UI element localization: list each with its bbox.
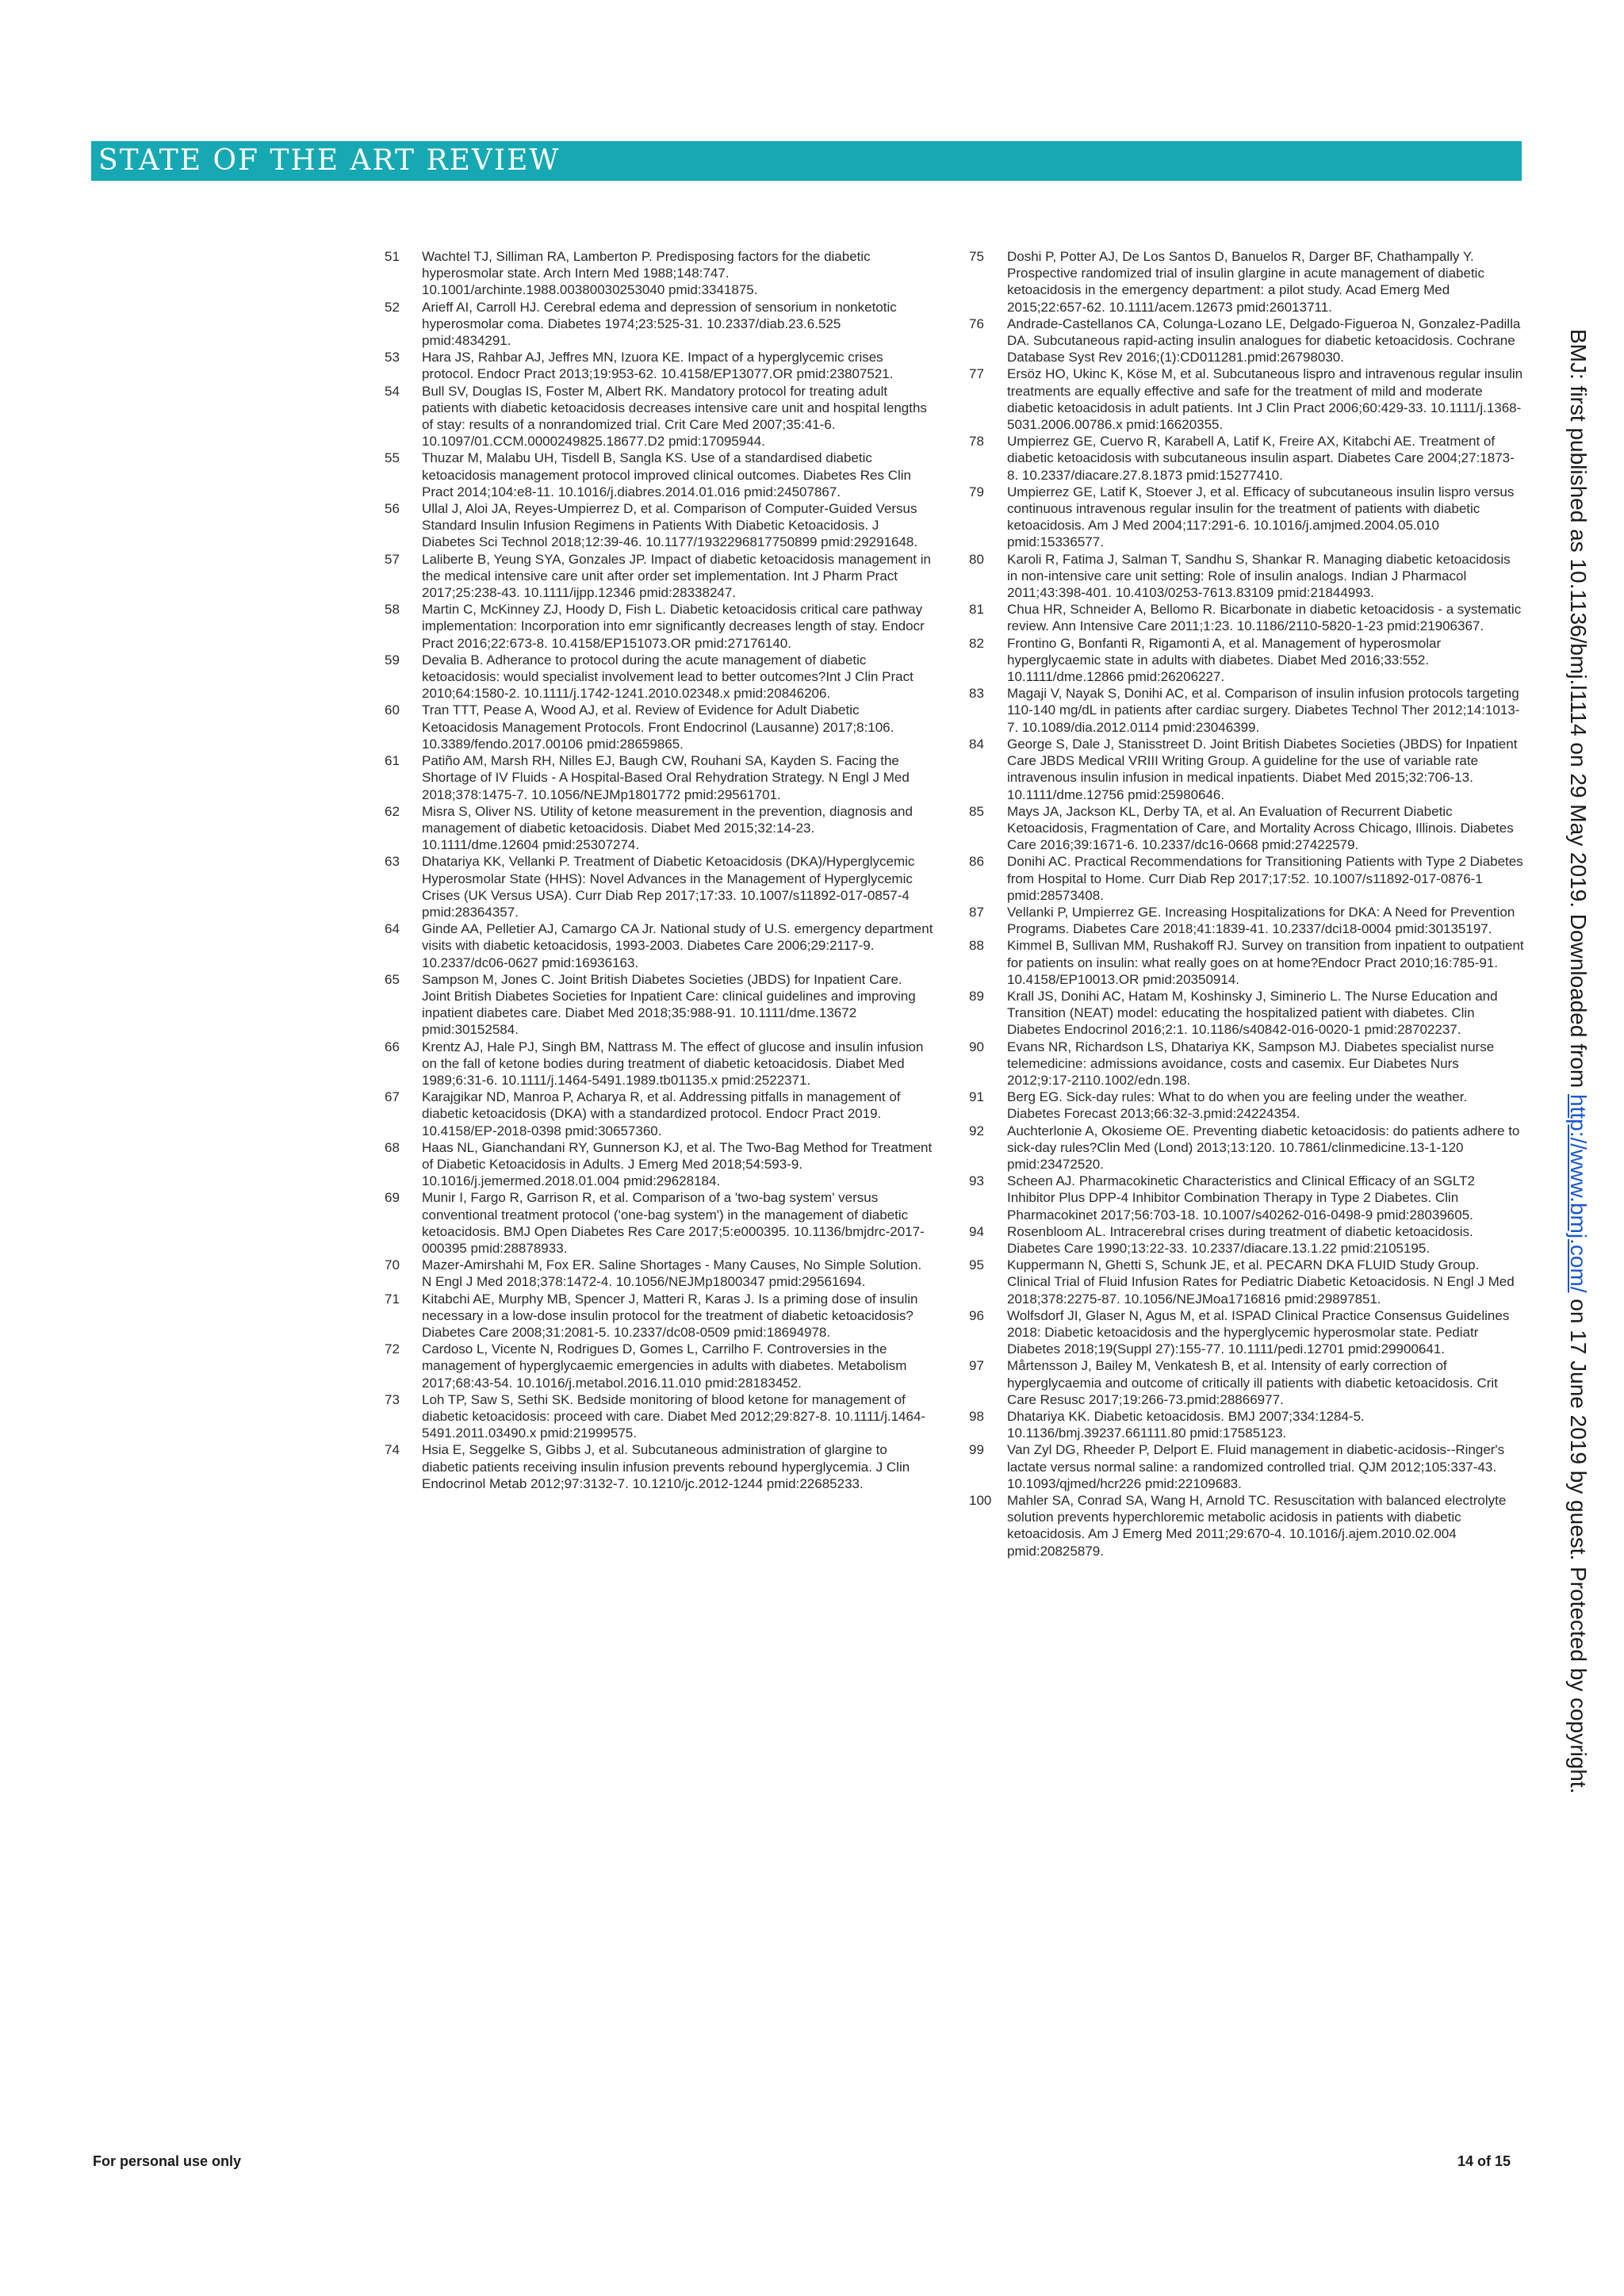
reference-item [385,1291,933,1341]
reference-item [969,484,1524,551]
reference-item [969,433,1524,484]
reference-number: 85 [969,803,984,819]
reference-number: 83 [969,686,984,702]
reference-item [969,1173,1524,1223]
bmj-website-link[interactable]: http://www.bmj.com/ [1566,1094,1591,1293]
reference-item [385,752,933,803]
reference-text: Munir I, Fargo R, Garrison R, et al. Comparison of a 'two-bag system' versus conventional treatment protocol ('one-bag system') in the management of diabetic ketoacidosis. BMJ Open Diabetes Res Care 2017;5:e000395. 10.1136/bmjdrc-2017-000395 pmid:28878933. [422,1190,925,1256]
reference-text: Patiño AM, Marsh RH, Nilles EJ, Baugh CW, Rouhani SA, Kayden S. Facing the Shortage of IV Fluids - A Hospital-Based Oral Rehydration Strategy. N Engl J Med 2018;378:1475-7. 10.1056/NEJMp1801772 pmid:29561701. [422,753,910,802]
reference-item [385,853,933,920]
reference-number: 84 [969,736,984,752]
reference-text: Ersöz HO, Ukinc K, Köse M, et al. Subcutaneous lispro and intravenous regular insulin treatments are equally effective and safe for the treatment of mild and moderate diabetic ketoacidosis in adult patients. Int J Clin Pract 2006;60:429-33. 10.1111/j.1368-5031.2006.00786.x pmid:16620355. [1007,366,1523,433]
reference-item [385,971,933,1039]
reference-text: Wolfsdorf JI, Glaser N, Agus M, et al. ISPAD Clinical Practice Consensus Guidelines 2018: Diabetic ketoacidosis and the hyperglycemic hyperosmolar state. Pediatr Diabetes 2018;19(Suppl 27):155-77. 10.1111/pedi.12701 pmid:29900641. [1007,1307,1510,1357]
reference-number: 62 [385,803,400,819]
reference-text: Rosenbloom AL. Intracerebral crises during treatment of diabetic ketoacidosis. Diabetes Care 1990;13:22-33. 10.2337/diacare.13.1.22 pmid:2105195. [1007,1223,1473,1256]
reference-number: 59 [385,652,400,668]
reference-number: 57 [385,551,400,567]
reference-item [969,1307,1524,1358]
reference-number: 64 [385,921,400,937]
reference-text: Mazer-Amirshahi M, Fox ER. Saline Shortages - Many Causes, No Simple Solution. N Engl J Med 2018;378:1472-4. 10.1056/NEJMp1800347 pmid:29561694. [422,1257,922,1290]
reference-text: Scheen AJ. Pharmacokinetic Characteristics and Clinical Efficacy of an SGLT2 Inhibitor Plus DPP-4 Inhibitor Combination Therapy in Type 2 Diabetes. Clin Pharmacokinet 2017;56:703-18. 10.1007/s40262-016-0498-9 pmid:28039605. [1007,1173,1475,1223]
reference-item [385,1341,933,1391]
reference-text: Mahler SA, Conrad SA, Wang H, Arnold TC. Resuscitation with balanced electrolyte solution prevents hyperchloremic metabolic acidosis in patients with diabetic ketoacidosis. Am J Emerg Med 2011;29:670-4. 10.1016/j.ajem.2010.02.004 pmid:20825879. [1007,1493,1507,1559]
reference-item [385,383,933,450]
reference-text: Krentz AJ, Hale PJ, Singh BM, Nattrass M. The effect of glucose and insulin infusion on the fall of ketone bodies during treatment of diabetic ketoacidosis. Diabet Med 1989;6:31-6. 10.1111/j.1464-5491.1989.tb01135.x pmid:2522371. [422,1039,924,1088]
reference-text: Cardoso L, Vicente N, Rodrigues D, Gomes L, Carrilho F. Controversies in the management of hyperglycaemic emergencies in adults with diabetes. Metabolism 2017;68:43-54. 10.1016/j.metabol.2016.11.010 pmid:28183452. [422,1341,907,1391]
reference-text: Tran TTT, Pease A, Wood AJ, et al. Review of Evidence for Adult Diabetic Ketoacidosis Management Protocols. Front Endocrinol (Lausanne) 2017;8:106. 10.3389/fendo.2017.00106 pmid:28659865. [422,702,894,752]
reference-number: 65 [385,971,400,987]
reference-number: 63 [385,854,400,870]
reference-item [385,1139,933,1190]
reference-number: 92 [969,1123,984,1138]
reference-text: Laliberte B, Yeung SYA, Gonzales JP. Impact of diabetic ketoacidosis management in the medical intensive care unit after order set implementation. Int J Pharm Pract 2017;25:238-43. 10.1111/ijpp.12346 pmid:28338247. [422,551,931,601]
reference-text: Donihi AC. Practical Recommendations for Transitioning Patients with Type 2 Diabetes from Hospital to Home. Curr Diab Rep 2017;17:52. 10.1007/s11892-017-0876-1 pmid:28573408. [1007,854,1523,903]
reference-text: Dhatariya KK. Diabetic ketoacidosis. BMJ 2007;334:1284-5. 10.1136/bmj.39237.661111.80 pmid:17585123. [1007,1409,1365,1441]
reference-number: 67 [385,1089,400,1105]
references-column-left [385,248,933,1492]
reference-item [969,1357,1524,1408]
reference-number: 61 [385,753,400,769]
reference-item [969,365,1524,433]
reference-text: Misra S, Oliver NS. Utility of ketone measurement in the prevention, diagnosis and management of diabetic ketoacidosis. Diabet Med 2015;32:14-23. 10.1111/dme.12604 pmid:25307274. [422,803,913,853]
reference-item [969,685,1524,736]
reference-text: Doshi P, Potter AJ, De Los Santos D, Banuelos R, Darger BF, Chathampally Y. Prospective randomized trial of insulin glargine in acute management of diabetic ketoacidosis in the emergency department: a pilot study. Acad Emerg Med 2015;22:657-62. 10.1111/acem.12673 pmid:26013711. [1007,249,1484,315]
reference-text: Hara JS, Rahbar AJ, Jeffres MN, Izuora KE. Impact of a hyperglycemic crises protocol. Endocr Pract 2013;19:953-62. 10.4158/EP13077.OR pmid:23807521. [422,350,894,382]
reference-item [969,601,1524,634]
reference-text: Mårtensson J, Bailey M, Venkatesh B, et al. Intensity of early correction of hyperglycaemia and outcome of critically ill patients with diabetic ketoacidosis. Crit Care Resusc 2017;19:266-73.pmid:28866977. [1007,1358,1498,1407]
reference-item [385,248,933,299]
reference-item [969,1408,1524,1441]
reference-item [969,803,1524,854]
reference-number: 97 [969,1358,984,1374]
reference-item [385,551,933,602]
references-column-right [969,248,1524,1559]
reference-item [969,1089,1524,1122]
reference-text: Bull SV, Douglas IS, Foster M, Albert RK. Mandatory protocol for treating adult patients with diabetic ketoacidosis decreases intensive care unit and hospital lengths of stay: results of a nonrandomized trial. Crit Care Med 2007;35:41-6. 10.1097/01.CCM.0000249825.18677.D2 pmid:17095944. [422,383,927,450]
reference-number: 96 [969,1307,984,1323]
reference-number: 93 [969,1173,984,1189]
reference-text: Karoli R, Fatima J, Salman T, Sandhu S, Shankar R. Managing diabetic ketoacidosis in non-intensive care unit setting: Role of insulin analogs. Indian J Pharmacol 2011;43:398-401. 10.4103/0253-7613.83109 pmid:21844993. [1007,551,1511,601]
reference-text: Loh TP, Saw S, Sethi SK. Bedside monitoring of blood ketone for management of diabetic ketoacidosis: proceed with care. Diabet Med 2012;29:827-8. 10.1111/j.1464-5491.2011.03490.x pmid:21999575. [422,1391,926,1441]
reference-item [385,920,933,971]
section-title: STATE OF THE ART REVIEW [98,144,561,177]
reference-item [385,1089,933,1139]
reference-number: 81 [969,602,984,618]
reference-item [969,1441,1524,1492]
reference-item [969,1257,1524,1307]
reference-number: 71 [385,1291,400,1307]
reference-number: 60 [385,702,400,718]
reference-text: Mays JA, Jackson KL, Derby TA, et al. An Evaluation of Recurrent Diabetic Ketoacidosis, Fragmentation of Care, and Mortality Across Chicago, Illinois. Diabetes Care 2016;39:1671-6. 10.2337/dc16-0668 pmid:27422579. [1007,803,1514,853]
reference-text: Andrade-Castellanos CA, Colunga-Lozano LE, Delgado-Figueroa N, Gonzalez-Padilla DA. Subcutaneous rapid-acting insulin analogues for diabetic ketoacidosis. Cochrane Database Syst Rev 2016;(1):CD011281.pmid:26798030. [1007,316,1521,365]
reference-number: 70 [385,1257,400,1273]
reference-text: Ginde AA, Pelletier AJ, Camargo CA Jr. National study of U.S. emergency department visits with diabetic ketoacidosis, 1993-2003. Diabetes Care 2006;29:2117-9. 10.2337/dc06-0627 pmid:16936163. [422,921,933,970]
reference-number: 78 [969,434,984,450]
reference-number: 99 [969,1442,984,1458]
reference-number: 88 [969,938,984,954]
reference-item [969,248,1524,316]
reference-item [385,349,933,382]
reference-number: 86 [969,854,984,870]
copyright-side-note [1554,329,1602,1794]
reference-text: Umpierrez GE, Latif K, Stoever J, et al. Efficacy of subcutaneous insulin lispro versus continuous intravenous regular insulin for the treatment of patients with diabetic ketoacidosis. Am J Med 2004;117:291-6. 10.1016/j.amjmed.2004.05.010 pmid:15336577. [1007,484,1515,550]
reference-number: 77 [969,366,984,382]
reference-text: Frontino G, Bonfanti R, Rigamonti A, et al. Management of hyperosmolar hyperglycaemic state in adults with diabetes. Diabet Med 2016;33:552. 10.1111/dme.12866 pmid:26206227. [1007,635,1442,685]
reference-number: 66 [385,1039,400,1054]
reference-item [385,1039,933,1089]
reference-item [385,803,933,854]
reference-number: 98 [969,1409,984,1425]
reference-text: George S, Dale J, Stanisstreet D. Joint British Diabetes Societies (JBDS) for Inpatient Care JBDS Medical VRIII Writing Group. A guideline for the use of variable rate intravenous insulin infusion in medical inpatients. Diabet Med 2015;32:706-13. 10.1111/dme.12756 pmid:25980646. [1007,736,1518,802]
page-number: 14 of 15 [1457,2153,1511,2169]
reference-text: Kuppermann N, Ghetti S, Schunk JE, et al. PECARN DKA FLUID Study Group. Clinical Trial of Fluid Infusion Rates for Pediatric Diabetic Ketoacidosis. N Engl J Med 2018;378:2275-87. 10.1056/NEJMoa1716816 pmid:29897851. [1007,1257,1515,1307]
reference-text: Chua HR, Schneider A, Bellomo R. Bicarbonate in diabetic ketoacidosis - a systematic review. Ann Intensive Care 2011;1:23. 10.1186/2110-5820-1-23 pmid:21906367. [1007,602,1522,634]
reference-number: 87 [969,904,984,920]
reference-item [969,904,1524,937]
reference-item [969,736,1524,803]
reference-number: 56 [385,501,400,517]
reference-text: Auchterlonie A, Okosieme OE. Preventing diabetic ketoacidosis: do patients adhere to sick-day rules?Clin Med (Lond) 2013;13:120. 10.7861/clinmedicine.13-1-120 pmid:23472520. [1007,1123,1520,1172]
reference-text: Krall JS, Donihi AC, Hatam M, Koshinsky J, Siminerio L. The Nurse Education and Transition (NEAT) model: educating the hospitalized patient with diabetes. Clin Diabetes Endocrinol 2016;2:1. 10.1186/s40842-016-0020-1 pmid:28702237. [1007,988,1498,1038]
side-note-suffix: on 17 June 2019 by guest. Protected by copyright. [1566,1292,1591,1794]
reference-item [969,988,1524,1039]
footer-personal-use: For personal use only [93,2153,242,2169]
section-banner [91,141,1522,181]
reference-number: 55 [385,450,400,466]
reference-item [969,635,1524,686]
reference-text: Kimmel B, Sullivan MM, Rushakoff RJ. Survey on transition from inpatient to outpatient for patients on insulin: what really goes on at home?Endocr Pract 2010;16:785-91. 10.4158/EP10013.OR pmid:20350914. [1007,938,1524,987]
reference-number: 90 [969,1039,984,1054]
reference-number: 53 [385,350,400,365]
reference-text: Umpierrez GE, Cuervo R, Karabell A, Latif K, Freire AX, Kitabchi AE. Treatment of diabetic ketoacidosis with subcutaneous insulin aspart. Diabetes Care 2004;27:1873-8. 10.2337/diacare.27.8.1873 pmid:15277410. [1007,434,1515,483]
reference-text: Martin C, McKinney ZJ, Hoody D, Fish L. Diabetic ketoacidosis critical care pathway implementation: Incorporation into emr significantly decreases length of stay. Endocr Pract 2016;22:673-8. 10.4158/EP151073.OR pmid:27176140. [422,602,925,651]
reference-item [385,652,933,702]
reference-text: Sampson M, Jones C. Joint British Diabetes Societies (JBDS) for Inpatient Care. Joint British Diabetes Societies for Inpatient Care: clinical guidelines and improving inpatient diabetes care. Diabet Med 2018;35:988-91. 10.1111/dme.13672 pmid:30152584. [422,971,916,1038]
reference-text: Berg EG. Sick-day rules: What to do when you are feeling under the weather. Diabetes Forecast 2013;66:32-3.pmid:24224354. [1007,1089,1468,1122]
reference-item [385,1189,933,1257]
reference-number: 58 [385,602,400,618]
reference-number: 95 [969,1257,984,1273]
reference-number: 74 [385,1442,400,1458]
reference-item [969,316,1524,366]
reference-text: Haas NL, Gianchandani RY, Gunnerson KJ, et al. The Two-Bag Method for Treatment of Diabetic Ketoacidosis in Adults. J Emerg Med 2018;54:593-9. 10.1016/j.jemermed.2018.01.004 pmid:29628184. [422,1139,933,1189]
reference-text: Ullal J, Aloi JA, Reyes-Umpierrez D, et al. Comparison of Computer-Guided Versus Standard Insulin Infusion Regimens in Patients With Diabetic Ketoacidosis. J Diabetes Sci Technol 2018;12:39-46. 10.1177/1932296817750899 pmid:29291648. [422,501,918,550]
reference-text: Vellanki P, Umpierrez GE. Increasing Hospitalizations for DKA: A Need for Prevention Programs. Diabetes Care 2018;41:1839-41. 10.2337/dci18-0004 pmid:30135197. [1007,904,1515,937]
reference-number: 73 [385,1391,400,1407]
reference-item [969,1492,1524,1559]
reference-number: 79 [969,484,984,499]
reference-item [385,601,933,652]
reference-number: 82 [969,635,984,651]
reference-text: Hsia E, Seggelke S, Gibbs J, et al. Subcutaneous administration of glargine to diabetic patients receiving insulin infusion prevents rebound hyperglycemia. J Clin Endocrinol Metab 2012;97:3132-7. 10.1210/jc.2012-1244 pmid:22685233. [422,1442,910,1491]
reference-item [969,937,1524,988]
reference-item [385,299,933,350]
reference-item [385,1257,933,1290]
reference-item [385,702,933,752]
reference-item [969,1123,1524,1173]
reference-text: Kitabchi AE, Murphy MB, Spencer J, Matteri R, Karas J. Is a priming dose of insulin necessary in a low-dose insulin protocol for the treatment of diabetic ketoacidosis?Diabetes Care 2008;31:2081-5. 10.2337/dc08-0509 pmid:18694978. [422,1291,918,1340]
reference-number: 69 [385,1190,400,1206]
reference-number: 89 [969,988,984,1004]
reference-text: Evans NR, Richardson LS, Dhatariya KK, Sampson MJ. Diabetes specialist nurse telemedicine: admissions avoidance, costs and casemix. Eur Diabetes Nurs 2012;9:17-2110.1002/edn.198. [1007,1039,1495,1088]
reference-text: Karajgikar ND, Manroa P, Acharya R, et al. Addressing pitfalls in management of diabetic ketoacidosis (DKA) with a standardized protocol. Endocr Pract 2019. 10.4158/EP-2018-0398 pmid:30657360. [422,1089,901,1138]
reference-number: 54 [385,383,400,399]
reference-text: Dhatariya KK, Vellanki P. Treatment of Diabetic Ketoacidosis (DKA)/Hyperglycemic Hyperosmolar State (HHS): Novel Advances in the Management of Hyperglycemic Crises (UK Versus USA). Curr Diab Rep 2017;17:33. 10.1007/s11892-017-0857-4 pmid:28364357. [422,854,915,920]
reference-number: 76 [969,316,984,331]
reference-item [385,1391,933,1442]
reference-item [385,500,933,551]
reference-text: Magaji V, Nayak S, Donihi AC, et al. Comparison of insulin infusion protocols targeting 110-140 mg/dL in patients after cardiac surgery. Diabetes Technol Ther 2012;14:1013-7. 10.1089/dia.2012.0114 pmid:23046399. [1007,686,1520,735]
reference-text: Thuzar M, Malabu UH, Tisdell B, Sangla KS. Use of a standardised diabetic ketoacidosis management protocol improved clinical outcomes. Diabetes Res Clin Pract 2014;104:e8-11. 10.1016/j.diabres.2014.01.016 pmid:24507867. [422,450,912,499]
reference-number: 72 [385,1341,400,1357]
reference-item [969,1039,1524,1089]
reference-number: 100 [969,1493,992,1509]
reference-number: 80 [969,551,984,567]
reference-item [385,450,933,500]
reference-item [969,853,1524,904]
reference-text: Van Zyl DG, Rheeder P, Delport E. Fluid management in diabetic-acidosis--Ringer's lactate versus normal saline: a randomized controlled trial. QJM 2012;105:337-43. 10.1093/qjmed/hcr226 pmid:22109683. [1007,1442,1505,1491]
side-note-prefix: BMJ: first published as 10.1136/bmj.l1114 on 29 May 2019. Downloaded from [1566,329,1591,1094]
reference-item [969,551,1524,602]
reference-text: Wachtel TJ, Silliman RA, Lamberton P. Predisposing factors for the diabetic hyperosmolar state. Arch Intern Med 1988;148:747. 10.1001/archinte.1988.00380030253040 pmid:3341875. [422,249,871,298]
copyright-side-text [1565,329,1591,1793]
reference-text: Devalia B. Adherance to protocol during the acute management of diabetic ketoacidosis: would specialist involvement lead to better outcomes?Int J Clin Pract 2010;64:1580-2. 10.1111/j.1742-1241.2010.02348.x pmid:20846206. [422,652,914,702]
reference-item [385,1441,933,1492]
reference-number: 68 [385,1139,400,1155]
reference-number: 52 [385,299,400,315]
reference-number: 75 [969,249,984,264]
reference-text: Arieff AI, Carroll HJ. Cerebral edema and depression of sensorium in nonketotic hyperosmolar coma. Diabetes 1974;23:525-31. 10.2337/diab.23.6.525 pmid:4834291. [422,299,897,349]
reference-number: 91 [969,1089,984,1105]
reference-number: 94 [969,1223,984,1239]
reference-item [969,1223,1524,1257]
reference-number: 51 [385,249,400,264]
